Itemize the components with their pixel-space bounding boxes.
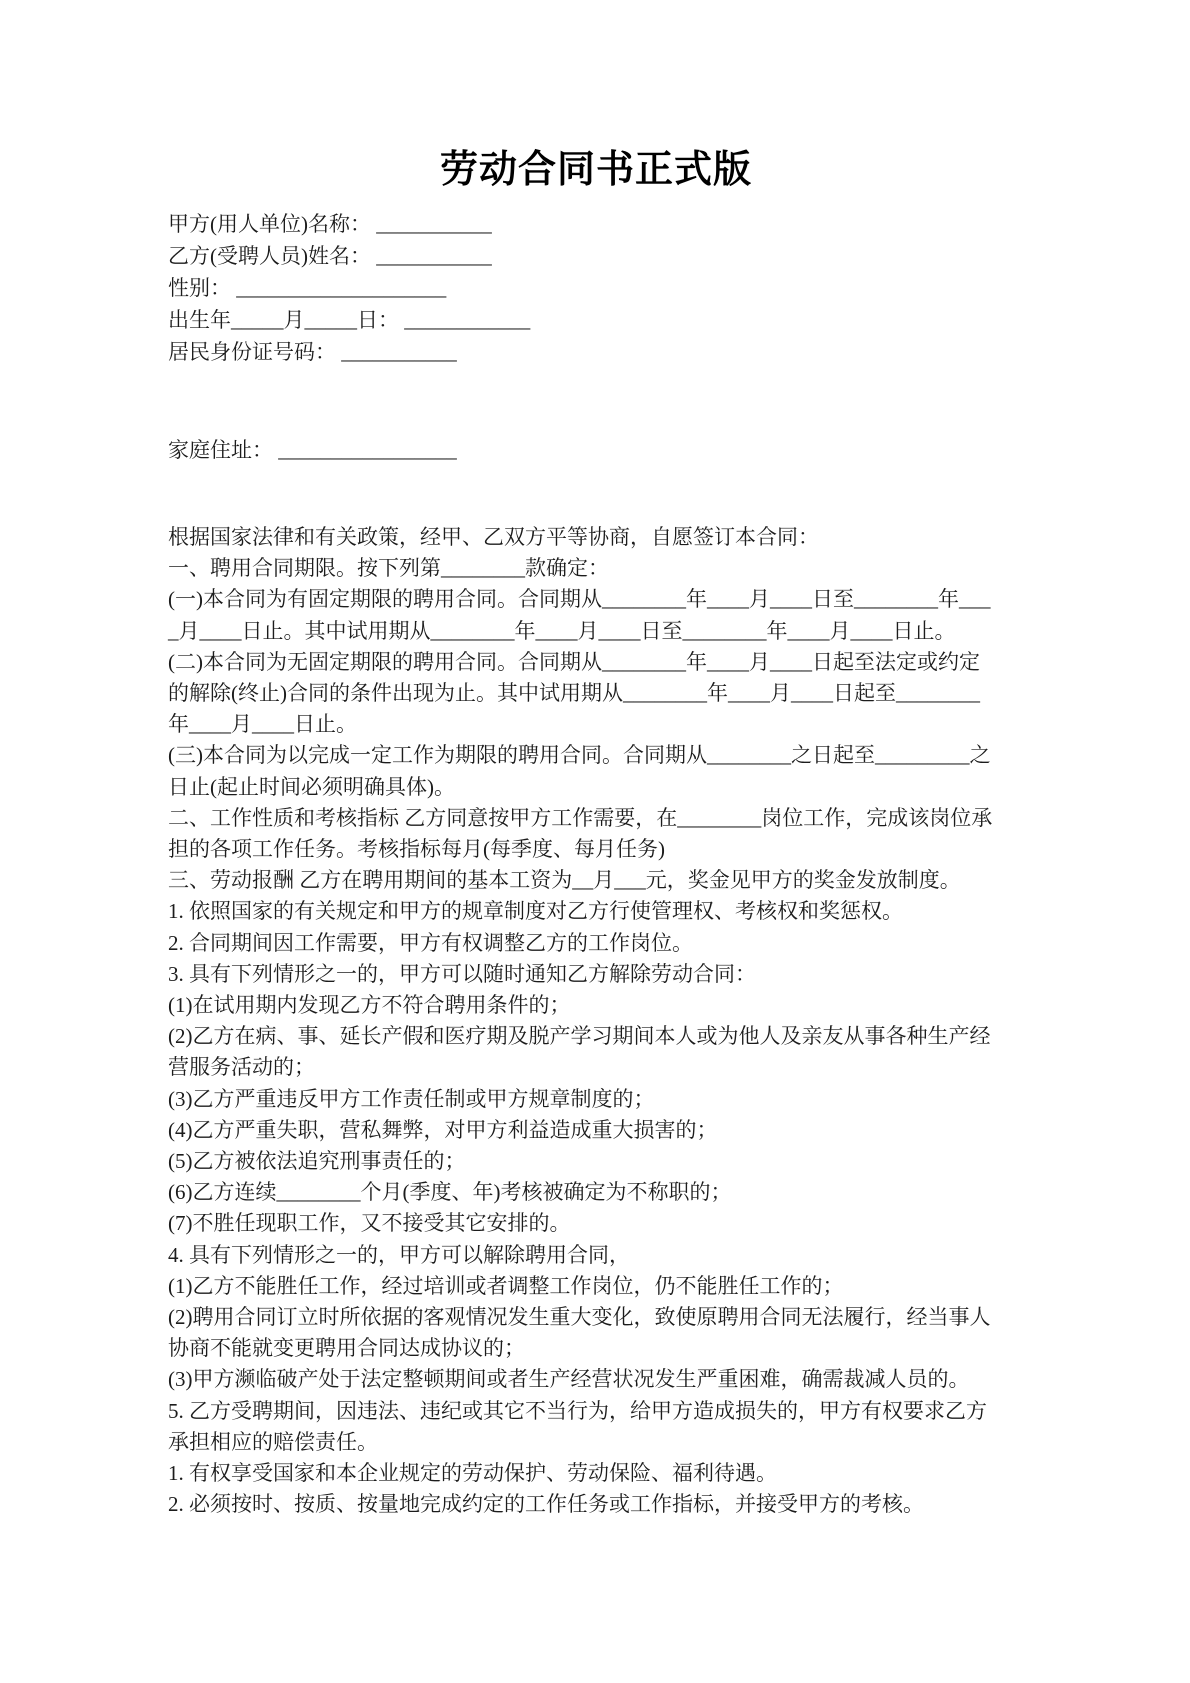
contract-body-line: (2)聘用合同订立时所依据的客观情况发生重大变化，致使原聘用合同无法履行，经当事人 — [168, 1305, 991, 1330]
contract-body-line: 二、工作性质和考核指标 乙方同意按甲方工作需要，在________岗位工作，完成该岗位承 — [168, 805, 993, 830]
contract-body-line: (7)不胜任现职工作，又不接受其它安排的。 — [168, 1211, 571, 1236]
id-number-line: 居民身份证号码： ___________ — [168, 340, 457, 364]
contract-body-line: 5. 乙方受聘期间，因违法、违纪或其它不当行为，给甲方造成损失的，甲方有权要求乙方 — [168, 1398, 987, 1423]
contract-body-line: (二)本合同为无固定期限的聘用合同。合同期从________年____月____日起至法定或约定 — [168, 649, 980, 674]
vertical-spacer — [168, 466, 1024, 522]
home-address-line: 家庭住址： _________________ — [168, 438, 457, 462]
contract-body-line: 3. 具有下列情形之一的，甲方可以随时通知乙方解除劳动合同： — [168, 961, 756, 986]
contract-body-line: 的解除(终止)合同的条件出现为止。其中试用期从________年____月____日起至________ — [168, 681, 980, 706]
contract-body-line: (3)甲方濒临破产处于法定整顿期间或者生产经营状况发生严重困难，确需裁减人员的。 — [168, 1367, 970, 1392]
contract-body-line: 三、劳动报酬 乙方在聘用期间的基本工资为__月___元，奖金见甲方的奖金发放制度。 — [168, 868, 961, 893]
contract-body-line: 一、聘用合同期限。按下列第________款确定： — [168, 556, 609, 581]
contract-body-line: 4. 具有下列情形之一的，甲方可以解除聘用合同， — [168, 1242, 630, 1267]
vertical-spacer — [168, 368, 1024, 434]
contract-body — [168, 522, 1024, 1521]
contract-body-line: (三)本合同为以完成一定工作为期限的聘用合同。合同期从________之日起至_________之 — [168, 743, 991, 768]
contract-body-line: 协商不能就变更聘用合同达成协议的； — [168, 1336, 525, 1361]
contract-body-line: (一)本合同为有固定期限的聘用合同。合同期从________年____月____日至________年___ — [168, 587, 991, 612]
party-a-name-line: 甲方(用人单位)名称： ___________ — [168, 212, 492, 236]
contract-body-line: (1)在试用期内发现乙方不符合聘用条件的； — [168, 993, 571, 1018]
contract-body-line: 担的各项工作任务。考核指标每月(每季度、每月任务) — [168, 837, 665, 862]
contract-body-line: 日止(起止时间必须明确具体)。 — [168, 774, 455, 799]
contract-body-line: 2. 合同期间因工作需要，甲方有权调整乙方的工作岗位。 — [168, 930, 693, 955]
document-title: 劳动合同书正式版 — [439, 149, 752, 191]
contract-body-line: 营服务活动的； — [168, 1055, 315, 1080]
contract-body-line: 1. 有权享受国家和本企业规定的劳动保护、劳动保险、福利待遇。 — [168, 1461, 777, 1486]
contract-body-line: 2. 必须按时、按质、按量地完成约定的工作任务或工作指标，并接受甲方的考核。 — [168, 1492, 924, 1517]
contract-body-line: 承担相应的赔偿责任。 — [168, 1429, 378, 1454]
party-b-name-line: 乙方(受聘人员)姓名： ___________ — [168, 244, 492, 268]
contract-body-line: (4)乙方严重失职，营私舞弊，对甲方利益造成重大损害的； — [168, 1117, 718, 1142]
contract-body-line: (3)乙方严重违反甲方工作责任制或甲方规章制度的； — [168, 1086, 655, 1111]
contract-body-line: (2)乙方在病、事、延长产假和医疗期及脱产学习期间本人或为他人及亲友从事各种生产经 — [168, 1024, 991, 1049]
contract-body-line: (6)乙方连续________个月(季度、年)考核被确定为不称职的； — [168, 1180, 732, 1205]
contract-body-line: _月____日止。其中试用期从________年____月____日至________年____月____日止。 — [168, 618, 956, 643]
gender-line: 性别： ____________________ — [168, 276, 447, 300]
contract-body-line: 年____月____日止。 — [168, 712, 357, 737]
header-form-section — [168, 208, 1024, 522]
contract-body-line: (1)乙方不能胜任工作，经过培训或者调整工作岗位，仍不能胜任工作的； — [168, 1273, 844, 1298]
contract-body-line: 根据国家法律和有关政策，经甲、乙双方平等协商，自愿签订本合同： — [168, 525, 819, 549]
contract-body-line: 1. 依照国家的有关规定和甲方的规章制度对乙方行使管理权、考核权和奖惩权。 — [168, 899, 903, 924]
contract-body-line: (5)乙方被依法追究刑事责任的； — [168, 1149, 466, 1174]
birthdate-line: 出生年_____月_____日： ____________ — [168, 308, 531, 332]
